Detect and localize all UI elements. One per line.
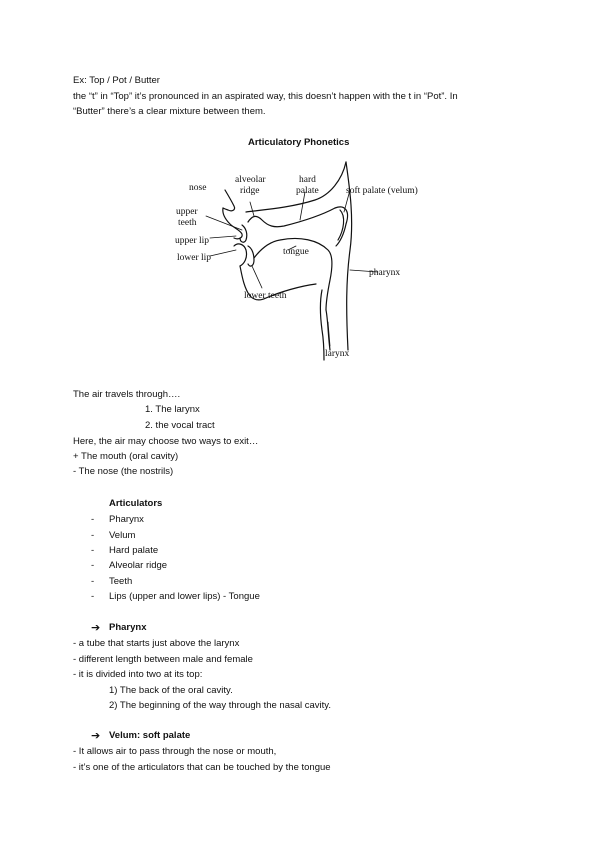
label-lower-lip: lower lip xyxy=(177,253,212,263)
section-title: Articulatory Phonetics xyxy=(248,137,350,148)
exit-mouth: + The mouth (oral cavity) xyxy=(73,451,179,462)
bullet: - xyxy=(91,514,95,525)
pharynx-line-1: - a tube that starts just above the larynx xyxy=(73,638,240,649)
label-hard-2: palate xyxy=(296,186,319,196)
exit-intro: Here, the air may choose two ways to exit… xyxy=(73,436,259,447)
palate-outline xyxy=(248,208,335,227)
lower-teeth-outline xyxy=(248,246,254,266)
pharynx-sub-1: 1) The back of the oral cavity. xyxy=(109,685,233,696)
velum-outline xyxy=(335,207,348,246)
bullet: - xyxy=(91,591,95,602)
bullet: - xyxy=(91,576,95,587)
label-pharynx: pharynx xyxy=(369,268,401,278)
leader-lower-lip xyxy=(210,250,236,256)
throat-outline xyxy=(321,290,325,360)
articulator-item: Velum xyxy=(109,530,136,541)
label-alveolar-2: ridge xyxy=(240,186,260,196)
exit-nose: - The nose (the nostrils) xyxy=(73,466,174,477)
pharynx-front-wall xyxy=(326,310,330,350)
articulators-heading: Articulators xyxy=(109,498,163,509)
velum-line-2: - it’s one of the articulators that can be touched by the tongue xyxy=(73,762,331,773)
leader-upper-teeth xyxy=(206,216,242,230)
pharynx-heading: Pharynx xyxy=(109,622,147,633)
intro-paragraph-line-2: “Butter” there’s a clear mixture between them. xyxy=(73,106,266,117)
articulator-item: Hard palate xyxy=(109,545,159,556)
articulator-item: Teeth xyxy=(109,576,133,587)
intro-paragraph-line-1: the “t” in “Top” it’s pronounced in an aspirated way, this doesn’t happen with the t in “Pot”. In xyxy=(73,91,458,102)
air-item-1: 1. The larynx xyxy=(145,404,200,415)
articulator-item: Pharynx xyxy=(109,514,144,525)
label-hard-1: hard xyxy=(299,175,316,185)
leader-upper-lip xyxy=(210,236,236,238)
label-upper-teeth-1: upper xyxy=(176,207,198,217)
arrow-right-icon: ➔ xyxy=(91,622,101,634)
label-nose: nose xyxy=(189,183,207,193)
label-alveolar-1: alveolar xyxy=(235,175,266,185)
label-larynx: larynx xyxy=(325,349,350,359)
leader-alveolar xyxy=(250,202,254,216)
velum-heading: Velum: soft palate xyxy=(109,730,191,741)
label-tongue: tongue xyxy=(283,247,309,257)
label-soft-palate: soft palate (velum) xyxy=(346,186,418,196)
arrow-right-icon: ➔ xyxy=(91,730,101,742)
articulator-item: Lips (upper and lower lips) - Tongue xyxy=(109,591,260,602)
example-line: Ex: Top / Pot / Butter xyxy=(73,75,160,86)
bullet: - xyxy=(91,545,95,556)
leader-lower-teeth xyxy=(252,266,262,288)
vocal-tract-diagram xyxy=(150,150,418,365)
pharynx-line-3: - it is divided into two at its top: xyxy=(73,669,203,680)
pharynx-sub-2: 2) The beginning of the way through the nasal cavity. xyxy=(109,700,331,711)
bullet: - xyxy=(91,530,95,541)
label-upper-lip: upper lip xyxy=(175,236,210,246)
nose-outline xyxy=(223,190,235,211)
velum-line-1: - It allows air to pass through the nose or mouth, xyxy=(73,746,277,757)
bullet: - xyxy=(91,560,95,571)
air-intro: The air travels through…. xyxy=(73,389,181,400)
lower-lip-outline xyxy=(234,244,247,266)
label-lower-teeth: lower teeth xyxy=(244,291,287,301)
air-item-2: 2. the vocal tract xyxy=(145,420,215,431)
label-upper-teeth-2: teeth xyxy=(178,218,197,228)
upper-teeth-outline xyxy=(240,225,247,242)
leader-hard-palate xyxy=(300,192,305,220)
pharynx-line-2: - different length between male and female xyxy=(73,654,253,665)
articulator-item: Alveolar ridge xyxy=(109,560,168,571)
